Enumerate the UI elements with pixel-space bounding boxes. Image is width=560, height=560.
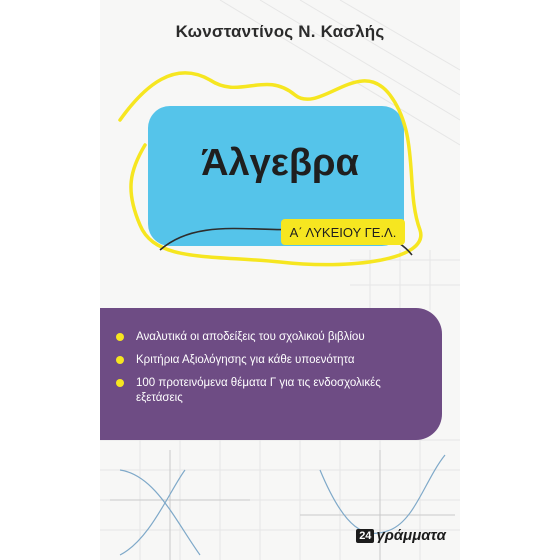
- author-name: Κωνσταντίνος Ν. Κασλής: [175, 22, 385, 41]
- bullet-icon: [116, 356, 124, 364]
- feature-item: Κριτήρια Αξιολόγησης για κάθε υποενότητα: [116, 353, 426, 368]
- book-cover: [100, 0, 460, 560]
- feature-item: 100 προτεινόμενα θέματα Γ για τις ενδοσχολικές εξετάσεις: [116, 376, 426, 406]
- publisher-logo: [356, 527, 446, 544]
- publisher-number: 24: [356, 529, 374, 543]
- feature-item: Αναλυτικά οι αποδείξεις του σχολικού βιβλίου: [116, 330, 426, 345]
- features-list: [116, 330, 426, 414]
- bullet-icon: [116, 333, 124, 341]
- grade-tag: Α΄ ΛΥΚΕΙΟΥ ΓΕ.Λ.: [281, 219, 405, 245]
- bullet-icon: [116, 379, 124, 387]
- graph-paper-background: [100, 0, 460, 560]
- book-title: Άλγεβρα: [201, 142, 359, 184]
- features-panel: [100, 308, 442, 440]
- publisher-name: γράμματα: [376, 527, 446, 544]
